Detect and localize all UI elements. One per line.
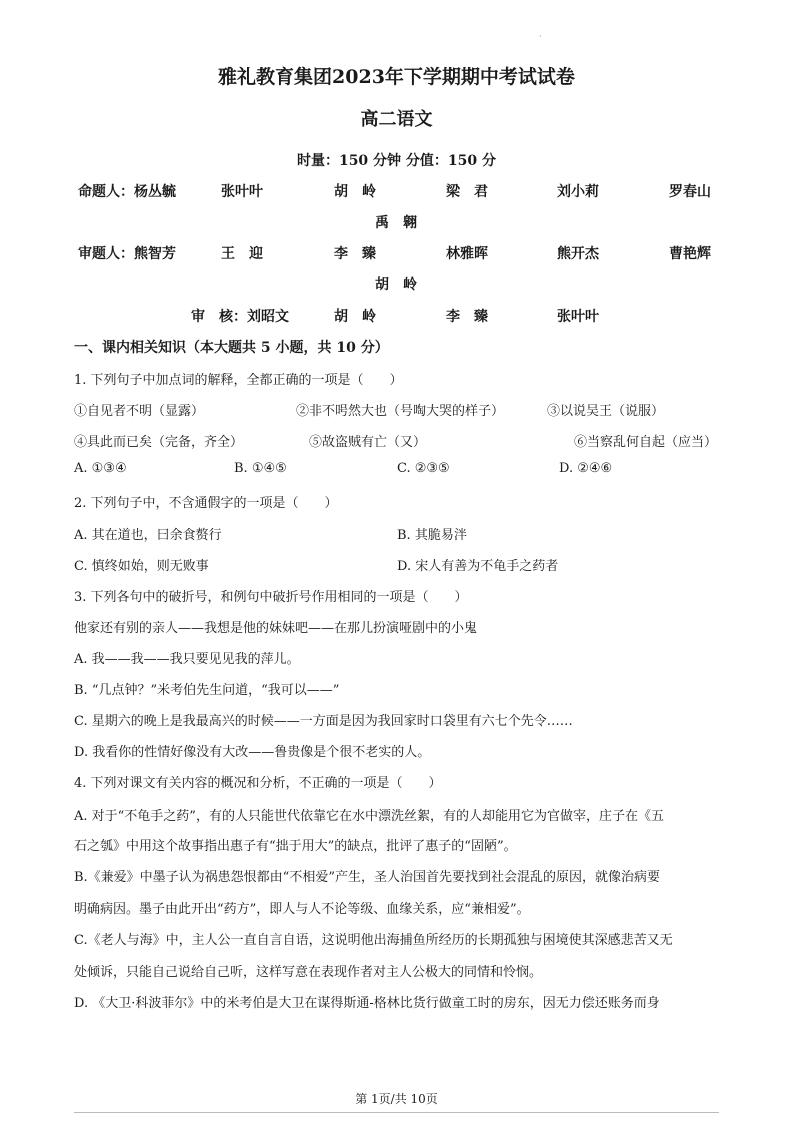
q3-option-c[interactable]: C. 星期六的晚上是我最高兴的时候——一方面是因为我回家时口袋里有六七个先令…… [74,714,573,729]
q1-item: ⑥当察乱何自起（应当） [574,435,718,450]
q2-option-b[interactable]: B. 其脆易泮 [397,528,467,543]
question-1-stem: 1. 下列句子中加点词的解释，全都正确的一项是（ ） [74,373,403,388]
reviewer-name: 胡 岭 [375,277,417,293]
question-3-stem: 3. 下列各句中的破折号，和例句中破折号作用相同的一项是（ ） [74,590,468,605]
setter-name: 胡 岭 [334,184,376,200]
exam-title: 雅礼教育集团2023年下学期期中考试试卷 [218,66,575,88]
q4-option-b-line[interactable]: B.《兼爱》中墨子认为祸患怨恨都由“不相爱”产生，圣人治国首先要找到社会混乱的原因，就像治病要 [74,870,660,885]
q3-example: 他家还有别的亲人——我想是他的妹妹吧——在那儿扮演哑剧中的小鬼 [74,621,478,636]
q3-option-a[interactable]: A. 我——我——我只要见见我的萍儿。 [74,652,300,667]
q2-option-d[interactable]: D. 宋人有善为不龟手之药者 [397,559,559,574]
q1-item: ②非不呺然大也（号啕大哭的样子） [296,404,505,419]
q1-option-d[interactable]: D. ②④⑥ [559,461,613,476]
q2-option-c[interactable]: C. 慎终如始，则无败事 [74,559,209,574]
setter-name: 禹 翱 [375,215,417,231]
q4-option-a-line[interactable]: A. 对于“不龟手之药”，有的人只能世代依靠它在水中漂洗丝絮，有的人却能用它为官做宰，庄子在《五 [74,809,664,824]
setter-name: 刘小莉 [557,184,599,200]
q1-item: ⑤故盗贼有亡（又） [309,435,427,450]
q4-option-a-line: 石之瓠》中用这个故事指出惠子有“拙于用大”的缺点，批评了惠子的“固陋”。 [74,839,517,854]
question-4-stem: 4. 下列对课文有关内容的概况和分析，不正确的一项是（ ） [74,776,442,791]
reviewers-label: 审题人：熊智芳 [78,246,176,262]
setters-label: 命题人：杨丛毓 [78,184,176,200]
reviewer-name: 王 迎 [221,246,263,262]
setter-name: 罗春山 [669,184,711,200]
q2-option-a[interactable]: A. 其在道也，曰余食赘行 [74,528,222,543]
footer-divider [74,1112,719,1113]
q3-option-d[interactable]: D. 我看你的性情好像没有大改——鲁贵像是个很不老实的人。 [74,745,431,760]
q4-option-c-line[interactable]: C.《老人与海》中，主人公一直自言自语，这说明他出海捕鱼所经历的长期孤独与困境使其深感悲苦又无 [74,933,673,948]
scan-dot: · [539,32,542,41]
q1-item: ④具此而已矣（完备，齐全） [74,435,244,450]
reviewer-name: 李 臻 [334,246,376,262]
audit-label: 审 核：刘昭文 [191,309,289,325]
page-number: 第 1页/共 10页 [355,1092,438,1106]
q1-option-b[interactable]: B. ①④⑤ [234,461,287,476]
section-heading: 一、课内相关知识（本大题共 5 小题，共 10 分） [74,340,389,356]
setter-name: 梁 君 [446,184,488,200]
q1-option-a[interactable]: A. ①③④ [74,461,127,476]
time-score: 时量：150 分钟 分值：150 分 [296,153,497,169]
q1-item: ①自见者不明（显露） [74,404,205,419]
subject-title: 高二语文 [360,109,433,130]
reviewer-name: 熊开杰 [557,246,599,262]
question-2-stem: 2. 下列句子中，不含通假字的一项是（ ） [74,496,338,511]
q3-option-b[interactable]: B. “几点钟？”米考伯先生问道，“我可以——” [74,683,340,698]
reviewer-name: 林雅晖 [446,246,488,262]
q1-option-c[interactable]: C. ②③⑤ [397,461,450,476]
q4-option-b-line: 明确病因。墨子由此开出“药方”，即人与人不论等级、血缘关系，应“兼相爱”。 [74,902,530,917]
q1-item: ③以说吴王（说服） [547,404,665,419]
setter-name: 张叶叶 [221,184,263,200]
reviewer-name: 曹艳辉 [669,246,711,262]
q4-option-d-line[interactable]: D. 《大卫·科波菲尔》中的米考伯是大卫在谋得斯通-格林比货行做童工时的房东，因无力偿还账务而身 [74,996,660,1011]
q4-option-c-line: 处倾诉，只能自己说给自己听，这样写意在表现作者对主人公极大的同情和怜悯。 [74,965,543,980]
auditor-name: 张叶叶 [557,309,599,325]
auditor-name: 李 臻 [446,309,488,325]
auditor-name: 胡 岭 [334,309,376,325]
